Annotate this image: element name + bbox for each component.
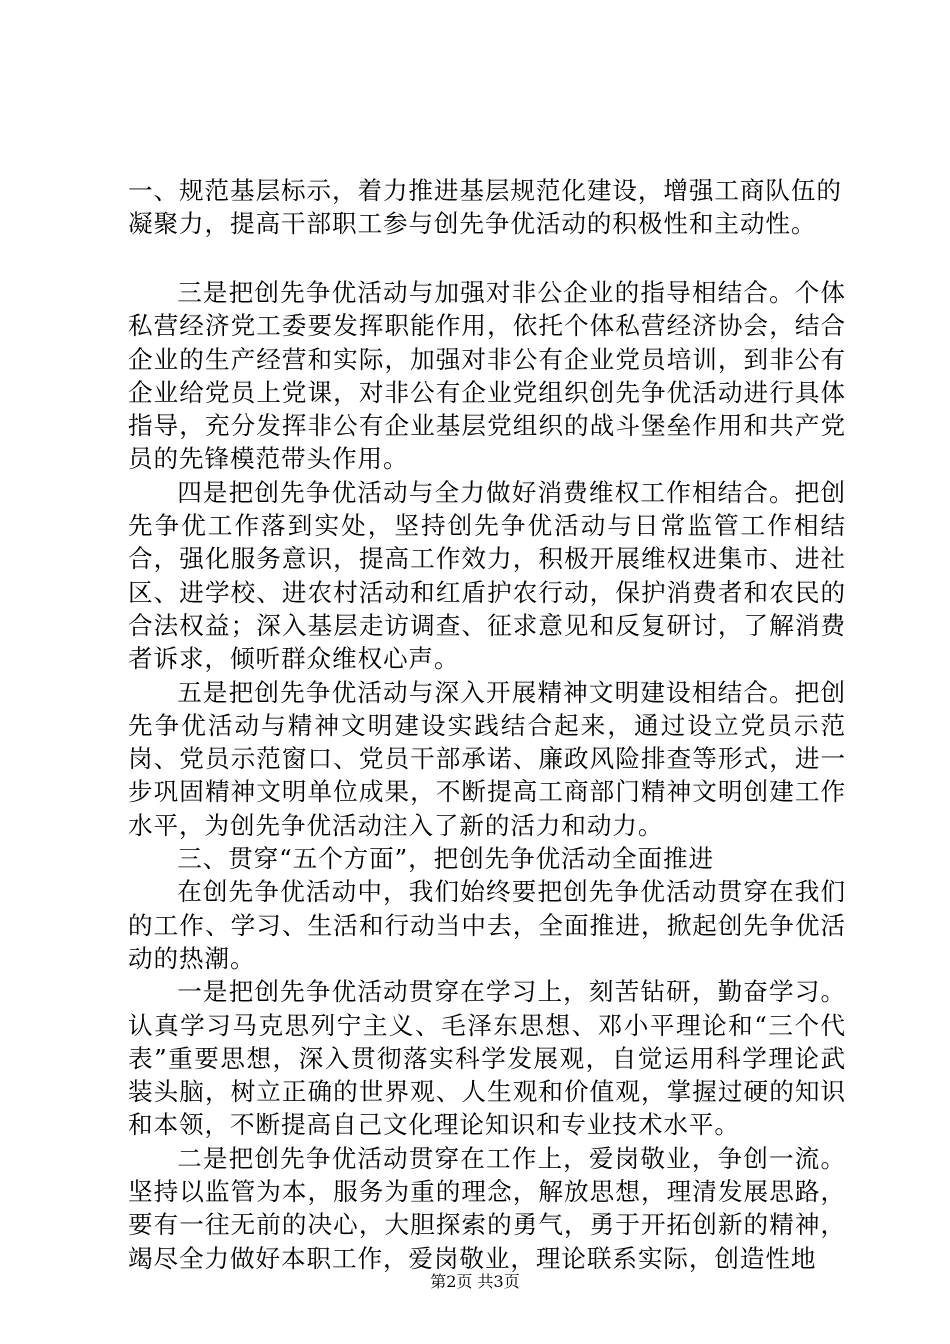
lead-paragraph: 一、规范基层标示，着力推进基层规范化建设，增强工商队伍的凝聚力，提高干部职工参与创先争优活动的积极性和主动性。: [128, 176, 842, 238]
section-intro: 在创先争优活动中，我们始终要把创先争优活动贯穿在我们的工作、学习、生活和行动当中去，全面推进，掀起创先争优活动的热潮。: [128, 877, 846, 973]
paragraph-item-4: 四是把创先争优活动与全力做好消费维权工作相结合。把创先争优工作落到实处，坚持创先争优活动与日常监管工作相结合，强化服务意识，提高工作效力，积极开展维权进集市、进社区、进学校、进农村活动和红盾护农行动，保护消费者和农民的合法权益；深入基层走访调查、征求意见和反复研讨，了解消费者诉求，倾听群众维权心声。: [128, 477, 846, 674]
paragraph-item-5: 五是把创先争优活动与深入开展精神文明建设相结合。把创先争优活动与精神文明建设实践结合起来，通过设立党员示范岗、党员示范窗口、党员干部承诺、廉政风险排查等形式，进一步巩固精神文明单位成果，不断提高工商部门精神文明创建工作水平，为创先争优活动注入了新的活力和动力。: [128, 677, 846, 840]
section-heading-3: 三、贯穿“五个方面”，把创先争优活动全面推进: [177, 844, 715, 874]
paragraph-item-3: 三是把创先争优活动与加强对非公企业的指导相结合。个体私营经济党工委要发挥职能作用，依托个体私营经济协会，结合企业的生产经营和实际，加强对非公有企业党员培训，到非公有企业给党员上党课，对非公有企业党组织创先争优活动进行具体指导，充分发挥非公有企业基层党组织的战斗堡垒作用和共产党员的先锋模范带头作用。: [128, 278, 846, 474]
page-number-footer: 第2页 共3页: [430, 1272, 520, 1291]
paragraph-item-1: 一是把创先争优活动贯穿在学习上，刻苦钻研，勤奋学习。认真学习马克思列宁主义、毛泽东思想、邓小平理论和“三个代表”重要思想，深入贯彻落实科学发展观，自觉运用科学理论武装头脑，树立正确的世界观、人生观和价值观，掌握过硬的知识和本领，不断提高自己文化理论知识和专业技术水平。: [128, 977, 846, 1140]
paragraph-item-2: 二是把创先争优活动贯穿在工作上，爱岗敬业，争创一流。坚持以监管为本，服务为重的理念，解放思想，理清发展思路，要有一往无前的决心，大胆探索的勇气，勇于开拓创新的精神，竭尽全力做好本职工作，爱岗敬业，理论联系实际，创造性地: [128, 1143, 846, 1273]
document-body: [128, 174, 846, 1275]
